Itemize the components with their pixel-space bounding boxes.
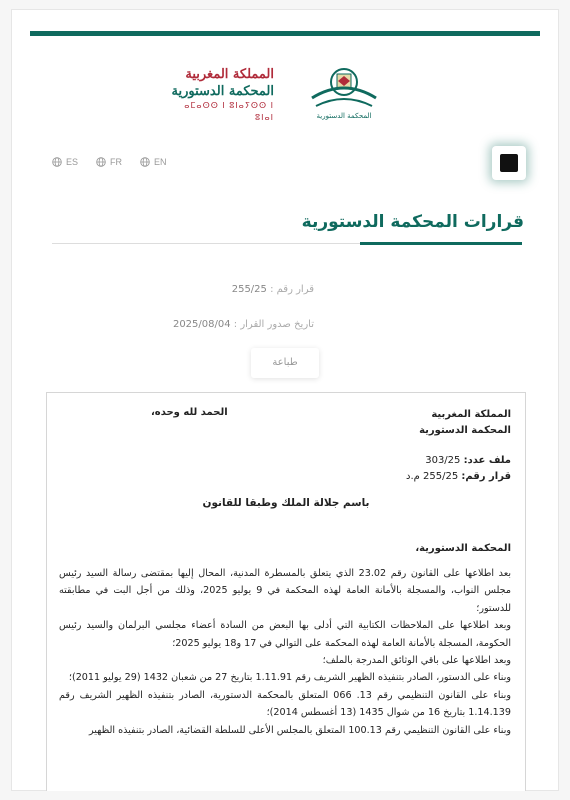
lang-en-link[interactable] — [140, 157, 167, 167]
decision-date-label: تاريخ صدور القرار : — [233, 319, 314, 330]
language-switcher — [52, 157, 167, 167]
doc-paragraph: وبناء على القانون التنظيمي رقم 100.13 المتعلق بالمجلس الأعلى للسلطة القضائية، الصادر بتنفيذه الظهير — [88, 724, 511, 736]
lang-fr-link[interactable] — [96, 157, 122, 167]
doc-kingdom: المملكة المغربية — [431, 409, 511, 420]
lang-fr-label: FR — [110, 157, 123, 167]
title-divider — [52, 243, 360, 244]
doc-invocation: باسم جلالة الملك وطبقا للقانون — [202, 497, 370, 509]
doc-paragraph: وبناء على القانون التنظيمي رقم 13. 066 المتعلق بالمحكمة الدستورية، الصادر بتنفيذه الظهير الشريف رقم 1.14.139 بتاريخ 16 من شوال 1435 (13 أغسطس 2014)؛ — [59, 689, 511, 719]
doc-file-info — [406, 453, 511, 485]
doc-file-label: ملف عدد: — [463, 455, 511, 466]
doc-file-value: 303/25 — [425, 455, 461, 466]
globe-icon — [52, 157, 62, 167]
lang-es-label: ES — [66, 157, 79, 167]
decision-number-line — [232, 284, 314, 295]
doc-decision-label: قرار رقم: — [461, 471, 511, 482]
doc-paragraph: وبعد اطلاعها على الملاحظات الكتابية التي أدلى بها البعض من السادة أعضاء مجلسي البرلمان والسيد رئيس الحكومة، المسجلة بالأمانة العامة لهذه المحكمة على التوالي في 17 و18 يوليو 2025؛ — [59, 620, 511, 649]
doc-paragraph: بعد اطلاعها على القانون رقم 23.02 الذي يتعلق بالمسطرة المدنية، المحال إليها بمقتضى رسالة السيد رئيس مجلس النواب، والمسجلة بالأمانة العامة لهذه المحكمة في 9 يوليو 2025، وذلك من أجل البت في مطابقته للدستور؛ — [59, 568, 511, 614]
decision-number-value: 255/25 — [231, 284, 267, 295]
globe-icon — [140, 157, 150, 167]
globe-icon — [96, 157, 106, 167]
court-name-logo[interactable] — [170, 66, 274, 124]
lang-es-link[interactable] — [52, 157, 78, 167]
decision-date-line — [173, 319, 314, 330]
lang-en-label: EN — [154, 157, 167, 167]
print-button[interactable]: طباعة — [251, 348, 319, 378]
menu-toggle-button[interactable] — [492, 146, 526, 180]
logo-court-text: المحكمة الدستورية — [171, 84, 274, 99]
doc-hamd: الحمد لله وحده، — [151, 407, 228, 418]
title-underline — [360, 242, 522, 245]
decision-number-label: قرار رقم : — [270, 284, 314, 295]
menu-icon — [500, 154, 518, 172]
top-accent-bar — [30, 31, 540, 36]
doc-body — [59, 565, 511, 739]
decision-document — [46, 392, 526, 791]
doc-court: المحكمة الدستورية — [419, 425, 511, 436]
doc-paragraph: وبناء على الدستور، الصادر بتنفيذه الظهير الشريف رقم 1.11.91 بتاريخ 27 من شعبان 1432 (29 يوليو 2011)؛ — [68, 672, 511, 684]
doc-decision-value: 255/25 م.د — [406, 471, 459, 482]
logo-kingdom-text: المملكة المغربية — [185, 67, 274, 82]
document-header — [419, 407, 511, 439]
page-title: قرارات المحكمة الدستورية — [301, 212, 524, 232]
emblem-caption: المحكمة الدستورية — [316, 112, 372, 120]
doc-paragraph: وبعد اطلاعها على باقي الوثائق المدرجة بالملف؛ — [322, 655, 511, 667]
decision-date-value: 2025/08/04 — [172, 319, 231, 330]
doc-court-heading: المحكمة الدستورية، — [415, 543, 511, 554]
court-emblem-logo[interactable] — [306, 56, 382, 126]
logo-tifinagh-text: ⴰⵎⴰⵙⵙ ⵏ ⵓⵏⴰⵢⵙⵙ ⵏ ⵓⵏⴰⵏ — [184, 101, 274, 122]
